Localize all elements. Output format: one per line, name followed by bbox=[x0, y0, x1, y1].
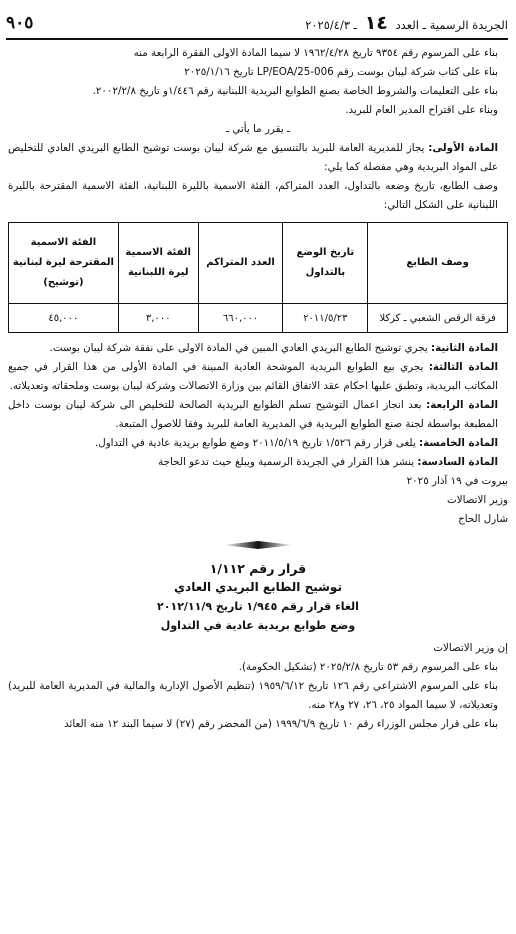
article-label: المادة الرابعة: bbox=[426, 399, 498, 411]
article-label: المادة الثانية: bbox=[430, 342, 498, 354]
intro-line: بناء على كتاب شركة ليبان بوست رقم LP/EOA/25-006 تاريخ ٢٠٢٥/١/١٦ bbox=[184, 66, 498, 78]
article-2 bbox=[8, 339, 508, 358]
article-text: يجاز للمديرية العامة للبريد بالتنسيق مع شركة ليبان بوست توشيح الطابع البريدي العادي للتخليص على المواد البريدية وهي مفصلة كما يلي: bbox=[8, 142, 498, 173]
col-header: تاريخ الوضع بالتداول bbox=[283, 223, 368, 304]
table-header-row bbox=[9, 223, 508, 304]
signature-title: وزير الاتصالات bbox=[447, 494, 508, 506]
article-label: المادة الخامسة: bbox=[418, 437, 498, 449]
decision-heading bbox=[8, 559, 508, 635]
decision-title: توشيح الطابع البريدي العادي bbox=[174, 580, 342, 594]
article-label: المادة السادسة: bbox=[417, 456, 498, 468]
article-4 bbox=[8, 396, 508, 434]
signature-place-date: بيروت في ١٩ آذار ٢٠٢٥ bbox=[406, 475, 508, 487]
stamp-table bbox=[8, 222, 508, 333]
decision-line: الغاء قرار رقم ١/٩٤٥ تاريخ ٢٠١٢/١١/٩ bbox=[157, 600, 359, 613]
col-header: الفئة الاسمية المقترحة ليرة لبنانية (توشيح) bbox=[9, 223, 119, 304]
article-text: بعد انجاز اعمال التوشيح تسلم الطوابع البريدية الصالحة للتخليص الى شركة ليبان بوست داخل المطبعة بواسطة لجنة صنع الطوابع البريدية في المديرية العامة للبريد وفقا للاصول المتبعة. bbox=[8, 399, 498, 430]
table-row bbox=[9, 304, 508, 333]
intro-line: وبناء على اقتراح المدير العام للبريد. bbox=[345, 104, 498, 116]
signature-name: شارل الحاج bbox=[458, 513, 508, 525]
basis-line: بناء على المرسوم رقم ٥٣ تاريخ ٢٠٢٥/٢/٨ (تشكيل الحكومة). bbox=[238, 661, 498, 673]
article-label: المادة الأولى: bbox=[428, 142, 498, 154]
table-cell: ٦٦٠,٠٠٠ bbox=[198, 304, 283, 333]
table-cell: ٢٠١١/٥/٢٣ bbox=[283, 304, 368, 333]
issue-number: ١٤ bbox=[364, 12, 388, 34]
article-3 bbox=[8, 358, 508, 396]
gazette-title bbox=[305, 12, 508, 34]
decision-number: قرار رقم ١/١١٢ bbox=[209, 561, 307, 576]
section-divider bbox=[223, 541, 293, 549]
article-1 bbox=[8, 139, 508, 177]
intro-line: بناء على المرسوم رقم ٩٣٥٤ تاريخ ١٩٦٢/٤/٢٨ لا سيما المادة الاولى الفقرة الرابعة منه bbox=[133, 47, 498, 59]
table-cell: فرقة الرقص الشعبي ـ كركلا bbox=[368, 304, 508, 333]
intro-line: بناء على التعليمات والشروط الخاصة بصنع الطوابع البريدية اللبنانية رقم ١/٤٤٦و تاريخ ٢٠٠٢/٢/٨. bbox=[92, 85, 498, 97]
table-cell: ٣,٠٠٠ bbox=[118, 304, 198, 333]
page-header bbox=[6, 10, 508, 40]
page-number: ٩٠٥ bbox=[6, 13, 34, 33]
gazette-name: الجريدة الرسمية ـ العدد bbox=[395, 18, 508, 32]
issue-date: ـ ٢٠٢٥/٤/٣ bbox=[305, 18, 358, 32]
basis-line: بناء على المرسوم الاشتراعي رقم ١٢٦ تاريخ ١٩٥٩/٦/١٢ (تنظيم الأصول الإدارية والمالية في المديرية العامة للبريد) وتعديلاته، لا سيما المواد ٢٥، ٢٦، ٢٧ و٢٨ منه. bbox=[8, 680, 498, 711]
article-label: المادة الثالثة: bbox=[428, 361, 498, 373]
article-text: يجري بيع الطوابع البريدية الموشحة العادية المبينة في المادة الأولى من هذا القرار في جميع المكاتب البريدية، وتطبق عليها احكام عقد الاتفاق القائم بين وزارة الاتصالات وشركة ليبان بوست وملحقاته وتعديلاته. bbox=[8, 361, 498, 392]
article-1-detail: وصف الطابع، تاريخ وضعه بالتداول، العدد المتراكم، الفئة الاسمية بالليرة اللبنانية، الفئة الاسمية المقترحة بالليرة اللبنانية على الشكل التالي: bbox=[8, 180, 498, 211]
table-cell: ٤٥,٠٠٠ bbox=[9, 304, 119, 333]
article-text: يلغى قرار رقم ١/٥٢٦ تاريخ ٢٠١١/٥/١٩ وضع طوابع بريدية عادية في التداول. bbox=[94, 437, 419, 449]
decides-heading: ـ يقرر ما يأتي ـ bbox=[226, 123, 290, 135]
col-header: وصف الطابع bbox=[368, 223, 508, 304]
article-text: يجري توشيح الطابع البريدي العادي المبين في المادة الاولى على نفقة شركة ليبان بوست. bbox=[49, 342, 431, 354]
basis-line: بناء على قرار مجلس الوزراء رقم ١٠ تاريخ ١٩٩٩/٦/٩ (من المحضر رقم (٢٧) لا سيما البند ١٢ منه العائد bbox=[64, 718, 498, 730]
minister-line: إن وزير الاتصالات bbox=[433, 642, 508, 654]
article-5 bbox=[8, 434, 508, 453]
col-header: العدد المتراكم bbox=[198, 223, 283, 304]
article-text: ينشر هذا القرار في الجريدة الرسمية ويبلغ حيث تدعو الحاجة bbox=[158, 456, 418, 468]
col-header: الفئة الاسمية ليرة اللبنانية bbox=[118, 223, 198, 304]
document-body bbox=[8, 44, 508, 734]
decision-line: وضع طوابع بريدية عادية في التداول bbox=[160, 619, 356, 632]
article-6 bbox=[8, 453, 508, 472]
